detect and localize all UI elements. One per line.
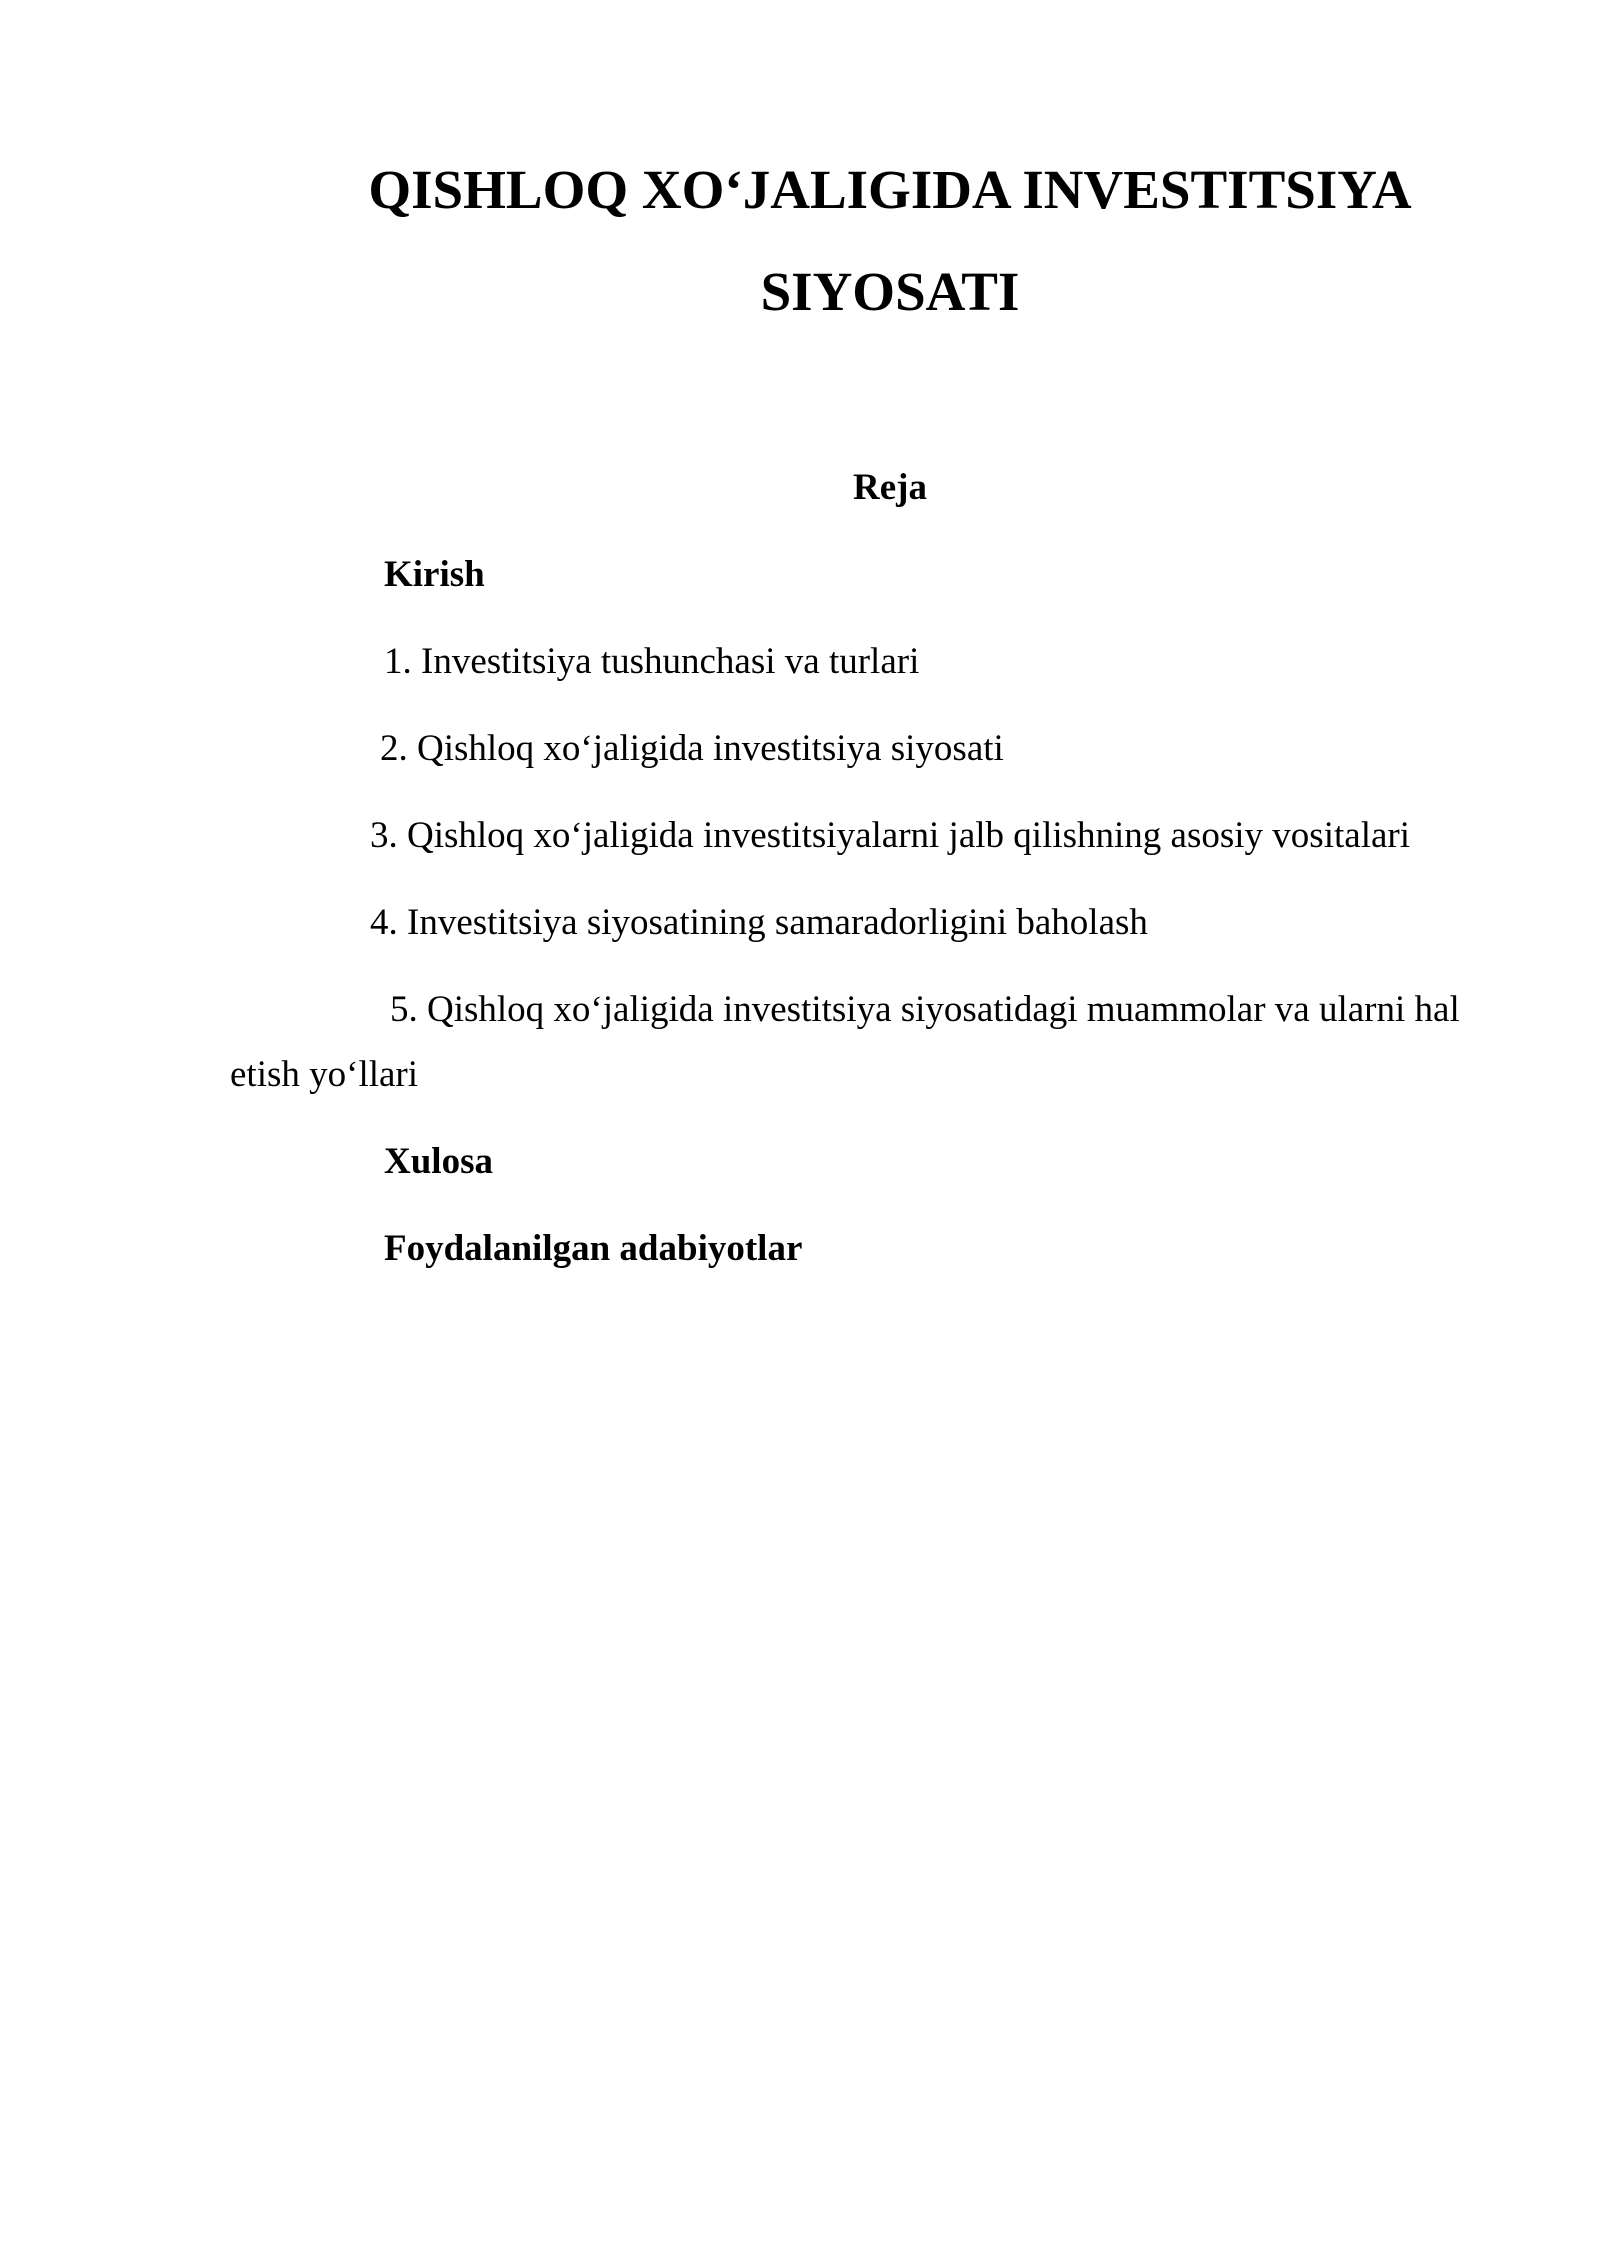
plan-heading: Reja <box>853 467 927 508</box>
plan-item-2: 2. Qishloq xo‘jaligida investitsiya siyosati <box>380 728 1004 769</box>
plan-item-references: Foydalanilgan adabiyotlar <box>384 1228 803 1269</box>
plan-item-4: 4. Investitsiya siyosatining samaradorligini baholash <box>370 902 1148 943</box>
plan-item-intro: Kirish <box>384 554 485 595</box>
plan-item-3: 3. Qishloq xo‘jaligida investitsiyalarni jalb qilishning asosiy vositalari <box>370 815 1410 856</box>
plan-item-5-continuation: etish yo‘llari <box>230 1054 419 1095</box>
document-title-line-2: SIYOSATI <box>760 261 1020 322</box>
plan-item-5: 5. Qishloq xo‘jaligida investitsiya siyosatidagi muammolar va ularni hal <box>390 989 1460 1030</box>
plan-item-1: 1. Investitsiya tushunchasi va turlari <box>384 641 920 682</box>
plan-item-conclusion: Xulosa <box>384 1141 493 1182</box>
document-title-line-1: QISHLOQ XO‘JALIGIDA INVESTITSIYA <box>368 159 1412 220</box>
